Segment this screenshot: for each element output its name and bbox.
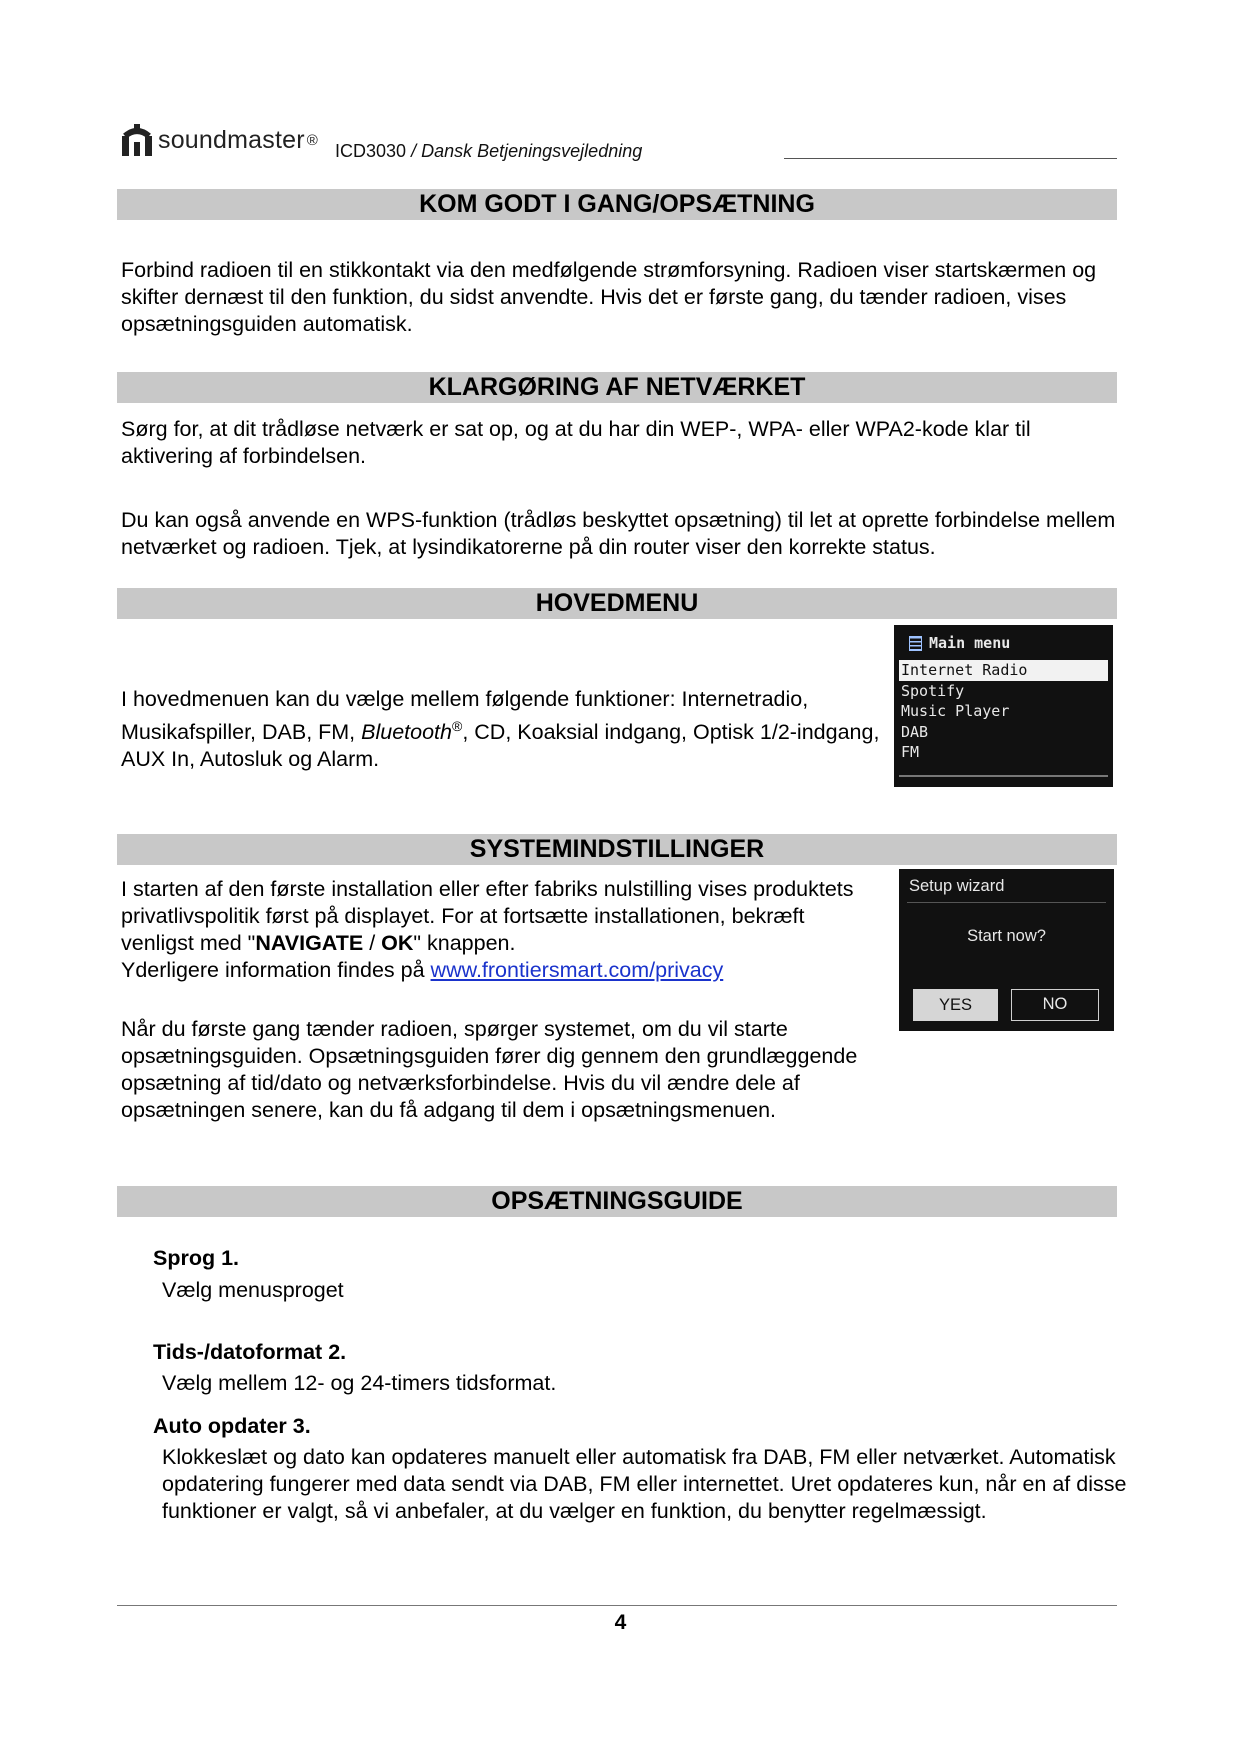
paragraph-network-1: Sørg for, at dit trådløse netværk er sat op, og at du har din WEP-, WPA- eller WPA2-kode klar til aktivering af forbindelsen. [121, 417, 1031, 468]
menu-item-music-player: Music Player [901, 702, 1010, 720]
privacy-text-c: Yderligere information findes på [121, 958, 431, 982]
brand-name: soundmaster [158, 125, 305, 154]
bluetooth-registered-mark: ® [452, 718, 463, 734]
privacy-link[interactable]: www.frontiersmart.com/privacy [430, 958, 724, 982]
brand-logo [120, 120, 318, 160]
main-menu-list [899, 660, 1108, 763]
model-number: ICD3030 [335, 141, 407, 161]
document-subtitle [335, 141, 642, 162]
page-number: 4 [614, 1611, 627, 1634]
paragraph-system-settings-2: Når du første gang tænder radioen, spørger systemet, om du vil starte opsætningsguiden. Opsætningsguiden fører dig gennem den grundlæggende opsætning af tid/dato og netværksforbindelse. Hvis du vil ændre dele af opsætningen senere, kan du få adgang til dem i opsætningsmenuen. [121, 1017, 858, 1122]
step-text-language: Vælg menusproget [162, 1278, 344, 1302]
bluetooth-text: Bluetooth [361, 720, 452, 745]
paragraph-main-menu [121, 686, 891, 773]
menu-item-internet-radio: Internet Radio [899, 660, 1108, 681]
navigate-label: NAVIGATE [255, 931, 364, 955]
step-heading-time-format: Tids-/datoformat 2. [153, 1340, 347, 1364]
step-text-auto-update: Klokkeslæt og dato kan opdateres manuelt eller automatisk fra DAB, FM eller netværket. Automatisk opdatering fungerer med data sendt via DAB, FM eller internettet. Uret opdateres kun, når en af disse funktioner er valgt, så vi anbefaler, at du vælger en funktion, du benytter regelmæssigt. [162, 1445, 1127, 1523]
paragraph-system-settings-1 [121, 876, 881, 984]
main-menu-text-b: , CD, Koaksial indgang, Optisk 1/2-indgang, AUX In, Autosluk og Alarm. [121, 720, 880, 772]
soundmaster-logo-icon [120, 122, 154, 158]
setup-wizard-question: Start now? [967, 927, 1046, 945]
privacy-text-mid: / [363, 931, 382, 955]
step-text-time-format: Vælg mellem 12- og 24-timers tidsformat. [162, 1371, 557, 1395]
brand-registered-mark: ® [306, 131, 318, 149]
no-button[interactable]: NO [1011, 989, 1099, 1021]
paragraph-getting-started: Forbind radioen til en stikkontakt via den medfølgende strømforsyning. Radioen viser startskærmen og skifter dernæst til den funktion, du sidst anvendte. Hvis det er første gang, du tænder radioen, vises opsætningsguiden automatisk. [121, 258, 1097, 336]
main-menu-text-a: I hovedmenuen kan du vælge mellem følgende funktioner: Internetradio, Musikafspiller, DAB, FM, [121, 687, 809, 745]
menu-item-fm: FM [901, 743, 920, 761]
screen-bottom-rule [899, 775, 1108, 777]
paragraph-network-2: Du kan også anvende en WPS-funktion (trådløs beskyttet opsætning) til let at oprette forbindelse mellem netværket og radioen. Tjek, at lysindikatorerne på din router viser den korrekte status. [121, 508, 1116, 559]
privacy-text-a: I starten af den første installation eller efter fabriks nulstilling vises produktets privatlivspolitik først på displayet. For at fortsætte installationen, bekræft venligst med " [121, 877, 854, 955]
setup-wizard-rule [907, 902, 1106, 903]
step-heading-auto-update: Auto opdater 3. [153, 1414, 311, 1438]
section-heading-network: KLARGØRING AF NETVÆRKET [117, 372, 1117, 403]
list-icon [909, 636, 922, 651]
privacy-text-b: " knappen. [413, 931, 516, 955]
menu-item-dab: DAB [901, 722, 929, 741]
yes-button[interactable]: YES [913, 989, 998, 1021]
header-rule [784, 158, 1117, 159]
manual-title: Dansk Betjeningsvejledning [421, 141, 643, 161]
footer-rule [117, 1605, 1117, 1606]
main-menu-screen-title [909, 634, 1010, 652]
section-heading-system-settings: SYSTEMINDSTILLINGER [117, 834, 1117, 865]
section-heading-main-menu: HOVEDMENU [117, 588, 1117, 619]
setup-wizard-screen [899, 869, 1114, 1031]
section-heading-getting-started: KOM GODT I GANG/OPSÆTNING [117, 189, 1117, 220]
menu-item-spotify: Spotify [901, 681, 965, 700]
step-heading-language: Sprog 1. [153, 1246, 240, 1270]
main-menu-screen [894, 625, 1113, 787]
subtitle-separator: / [411, 141, 417, 161]
main-menu-title-text: Main menu [929, 634, 1011, 652]
section-heading-setup-guide: OPSÆTNINGSGUIDE [117, 1186, 1117, 1217]
setup-wizard-title: Setup wizard [909, 877, 1005, 895]
ok-label: OK [381, 931, 414, 955]
